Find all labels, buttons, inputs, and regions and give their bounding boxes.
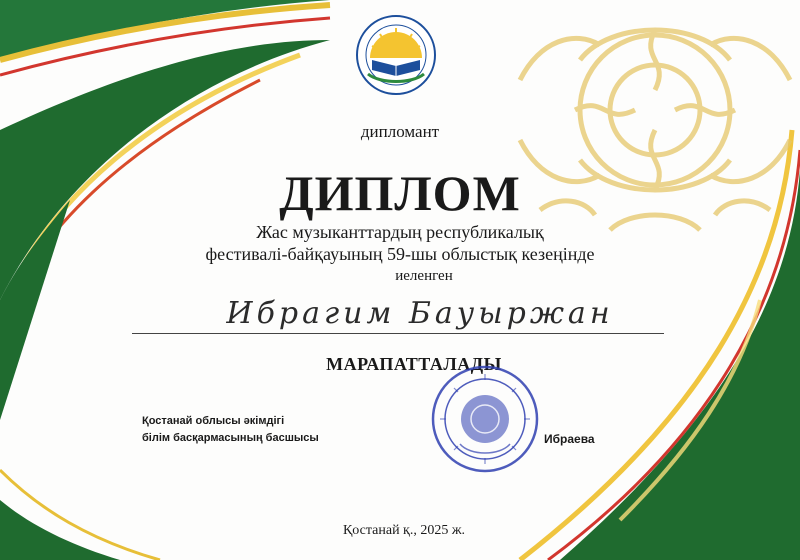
name-underline	[132, 333, 664, 334]
issuer-line-1: Қостанай облысы әкімдігі	[142, 415, 285, 427]
official-stamp	[430, 364, 540, 474]
event-line-3: иеленген	[395, 268, 453, 284]
award-verb: МАРАПАТТАЛАДЫ	[326, 354, 502, 374]
event-line-2: фестивалі-байқауының 59-шы облыстық кезеңінде	[205, 244, 595, 264]
place-and-date: Қостанай қ., 2025 ж.	[342, 523, 466, 538]
event-line-1: Жас музыканттардың республикалық	[256, 222, 544, 242]
education-department-logo	[350, 14, 442, 96]
diploma-title: ДИПЛОМ	[279, 165, 521, 221]
signer-name: Ибраева	[544, 432, 595, 446]
recipient-name: Ибрагим Бауыржан	[226, 296, 614, 331]
issuer-line-2: білім басқармасының басшысы	[142, 432, 319, 444]
diploma-role: дипломант	[360, 122, 440, 141]
